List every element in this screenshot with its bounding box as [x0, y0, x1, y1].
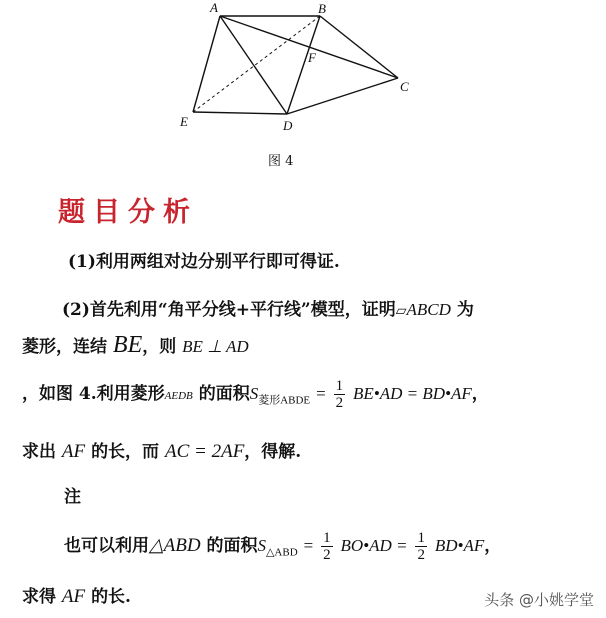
label-b: B — [318, 1, 326, 16]
segment-bc — [320, 16, 398, 78]
step-6-a: 求得 — [22, 587, 56, 607]
fraction-den: 2 — [417, 547, 425, 563]
fraction-num: 1 — [323, 530, 331, 546]
step-5-a: 也可以利用 — [64, 536, 149, 556]
parallelogram-icon: ▱ — [395, 303, 407, 319]
label-e: E — [180, 114, 188, 129]
step-6-b: 的长. — [91, 587, 131, 607]
label-f: F — [308, 50, 316, 65]
half-fraction-2 — [321, 530, 333, 563]
area-rhs-2: BD•AF — [434, 536, 485, 555]
note-label: 注 — [64, 487, 81, 507]
step-3-b: 的面积 — [198, 384, 250, 404]
segment-ed — [193, 112, 287, 114]
area-s2: S — [257, 536, 266, 555]
fraction-den: 2 — [335, 395, 344, 411]
eq-2: = — [303, 536, 314, 555]
label-a: A — [210, 0, 218, 15]
step-3-a: ，如图 4.利用菱形 — [22, 384, 165, 404]
step-5-line — [64, 530, 501, 563]
step-2-then: ，则 — [142, 337, 177, 357]
step-5-b: 的面积 — [206, 536, 258, 556]
area-mid: BO•AD = — [340, 536, 408, 555]
step-1: (1)利用两组对边分别平行即可得证. — [68, 252, 340, 272]
segment-cd — [287, 78, 398, 114]
step-4-c: ，得解. — [244, 442, 302, 462]
step-4-a: 求出 — [22, 442, 56, 462]
label-c: C — [400, 79, 409, 94]
geometry-figure — [150, 0, 430, 172]
section-title: 题目分析 — [58, 197, 198, 228]
area-s-sub: 菱形ABDE — [258, 394, 311, 407]
label-d: D — [283, 118, 293, 133]
segment-ac — [220, 16, 398, 78]
half-fraction-1 — [334, 378, 346, 411]
af-expr: AF — [61, 441, 86, 462]
segment-ae — [193, 16, 220, 112]
triangle-abd-expr: △ABD — [149, 535, 201, 556]
segment-db — [287, 16, 320, 114]
figure-caption: 图 4 — [268, 154, 294, 169]
area-s: S — [249, 384, 259, 403]
aedb-expr: AEDB — [164, 390, 193, 402]
step-2-prefix: (2)首先利用“角平分线+平行线”模型，证明 — [62, 300, 396, 320]
step-4-b: 的长，而 — [91, 442, 160, 462]
area-rhs: BE•AD = BD•AF — [353, 384, 472, 403]
fraction-num: 1 — [417, 530, 425, 546]
fraction-den: 2 — [323, 547, 331, 563]
step-2-line-2 — [22, 332, 249, 359]
eq-1: = — [316, 384, 326, 403]
ac-eq-expr: AC = 2AF — [164, 441, 245, 462]
step-2-rhombus: 菱形，连结 — [22, 337, 107, 357]
be-expr: BE — [112, 332, 143, 358]
step-2-suffix: 为 — [456, 300, 474, 320]
abcd-expr: ABCD — [406, 300, 451, 319]
area-s2-sub: △ABD — [265, 546, 298, 559]
step-3-c: ， — [471, 384, 489, 404]
af-expr-2: AF — [61, 586, 86, 607]
fraction-num: 1 — [335, 378, 344, 394]
segment-be-dashed — [193, 16, 320, 112]
step-5-c: ， — [484, 536, 502, 556]
step-6-line — [22, 582, 131, 608]
step-2-line-1 — [62, 295, 474, 320]
step-4-line — [22, 437, 301, 463]
step-3-line — [22, 378, 489, 411]
watermark: 头条 @小姚学堂 — [484, 591, 594, 609]
perp-expr: BE ⊥ AD — [182, 337, 249, 356]
segment-da — [220, 16, 287, 114]
half-fraction-3 — [415, 530, 427, 563]
